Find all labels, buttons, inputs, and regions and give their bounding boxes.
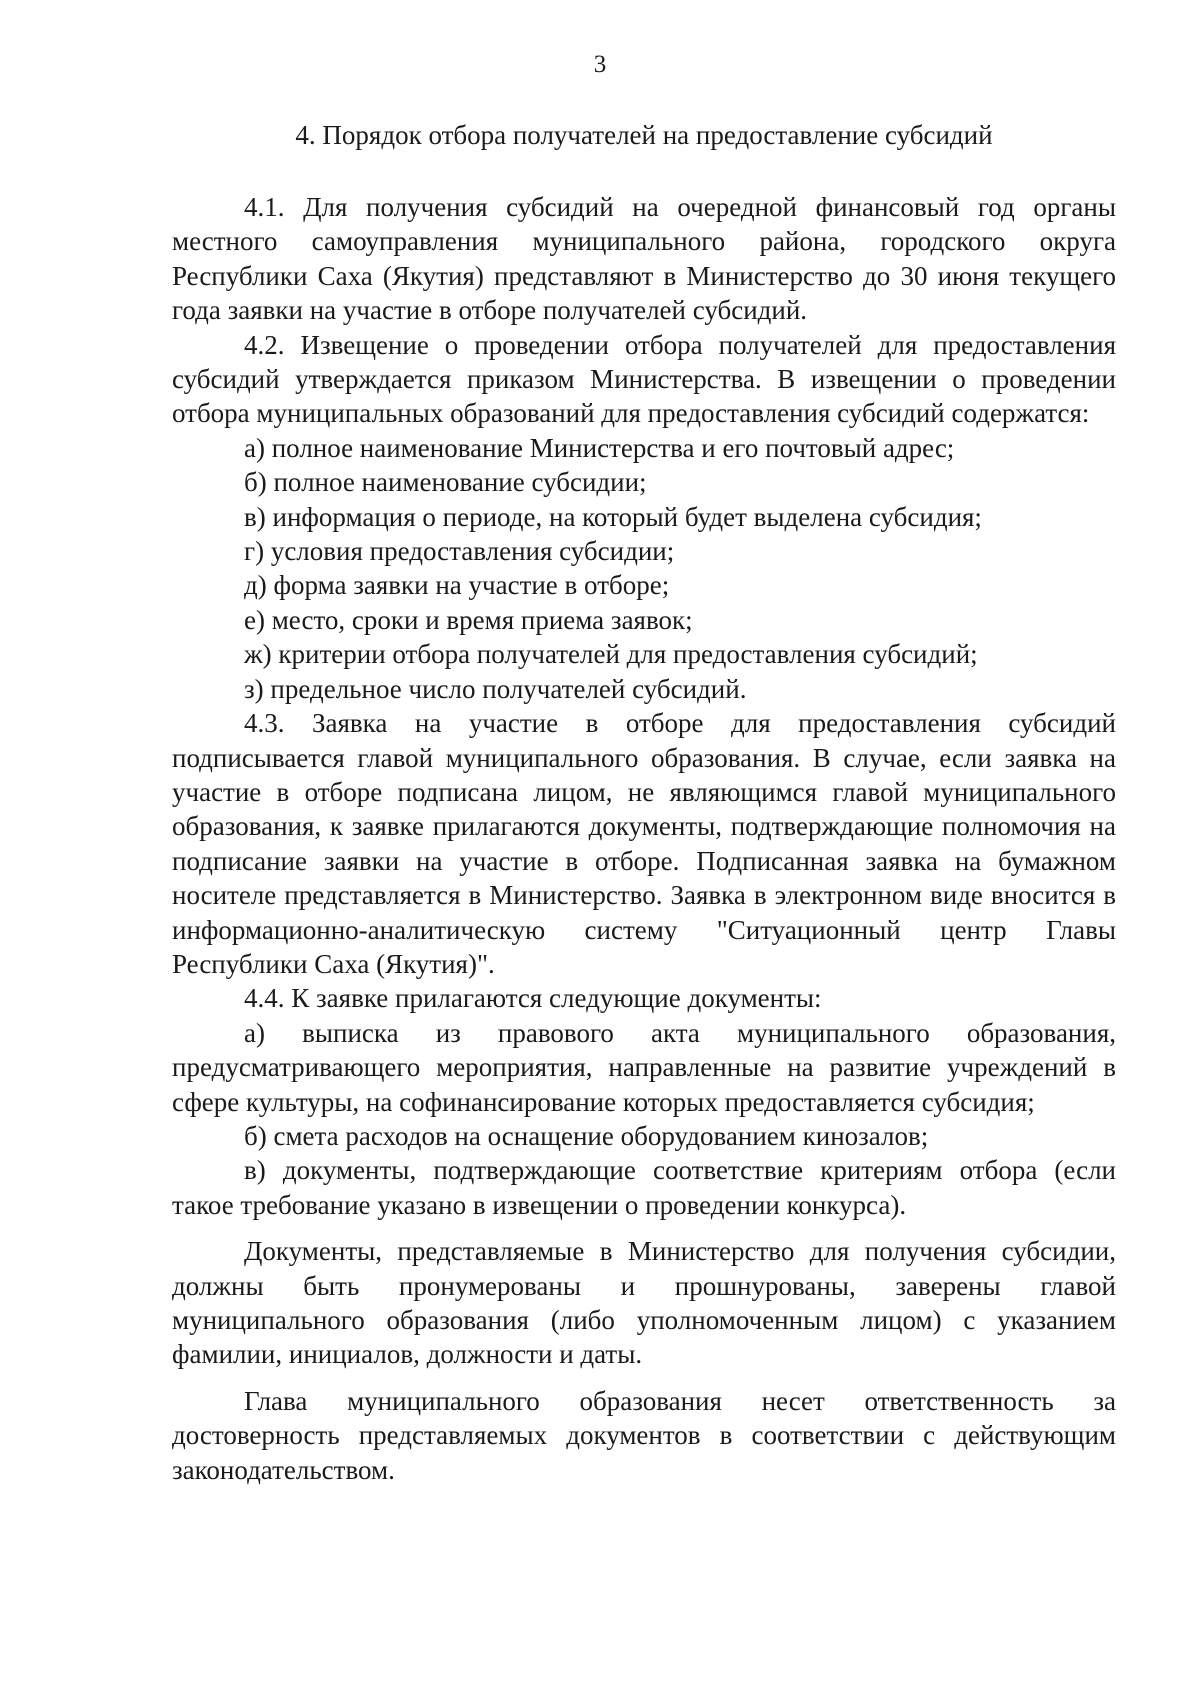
paragraph-4-2: 4.2. Извещение о проведении отбора получателей для предоставления субсидий утверждается приказом Министерства. В извещении о проведении отбора муниципальных образований для предоставления субсидий содержатся:: [172, 329, 1116, 429]
list-item-a: а) полное наименование Министерства и его почтовый адрес;: [244, 432, 955, 463]
attachment-item-a: а) выписка из правового акта муниципального образования, предусматривающего мероприятия, направленные на развитие учреждений в сфере культуры, на софинансирование которых предоставляется субсидия;: [172, 1017, 1116, 1117]
list-item-v: в) информация о периоде, на который будет выделена субсидия;: [244, 501, 982, 532]
paragraph-4-1: 4.1. Для получения субсидий на очередной финансовый год органы местного самоуправления муниципального района, городского округа Республики Саха (Якутия) представляют в Министерство до 30 июня текущего года заявки на участие в отборе получателей субсидий.: [172, 192, 1116, 326]
attachment-item-b: б) смета расходов на оснащение оборудованием кинозалов;: [244, 1120, 929, 1151]
body-text: [172, 190, 1116, 1487]
list-item-z: з) предельное число получателей субсидий.: [244, 673, 747, 704]
list-item-e: е) место, сроки и время приема заявок;: [244, 604, 693, 635]
list-item-g: г) условия предоставления субсидии;: [244, 536, 675, 567]
attachment-item-v: в) документы, подтверждающие соответствие критериям отбора (если такое требование указано в извещении о проведении конкурса).: [172, 1155, 1116, 1220]
page-number: 3: [593, 51, 607, 78]
paragraph-responsibility: Глава муниципального образования несет ответственность за достоверность представляемых документов в соответствии с действующим законодательством.: [172, 1385, 1116, 1485]
paragraph-4-3: 4.3. Заявка на участие в отборе для предоставления субсидий подписывается главой муниципального образования. В случае, если заявка на участие в отборе подписана лицом, не являющимся главой муниципального образования, к заявке прилагаются документы, подтверждающие полномочия на подписание заявки на участие в отборе. Подписанная заявка на бумажном носителе представляется в Министерство. Заявка в электронном виде вносится в информационно-аналитическую систему "Ситуационный центр Главы Республики Саха (Якутия)".: [172, 708, 1116, 979]
list-item-d: д) форма заявки на участие в отборе;: [244, 570, 670, 601]
section-heading: 4. Порядок отбора получателей на предоставление субсидий: [295, 120, 993, 150]
paragraph-4-4: 4.4. К заявке прилагаются следующие документы:: [244, 983, 822, 1014]
list-item-b: б) полное наименование субсидии;: [244, 467, 647, 498]
paragraph-documents-requirements: Документы, представляемые в Министерство для получения субсидии, должны быть пронумерованы и прошнурованы, заверены главой муниципального образования (либо уполномоченным лицом) с указанием фамилии, инициалов, должности и даты.: [172, 1236, 1116, 1370]
list-item-zh: ж) критерии отбора получателей для предоставления субсидий;: [244, 639, 978, 670]
